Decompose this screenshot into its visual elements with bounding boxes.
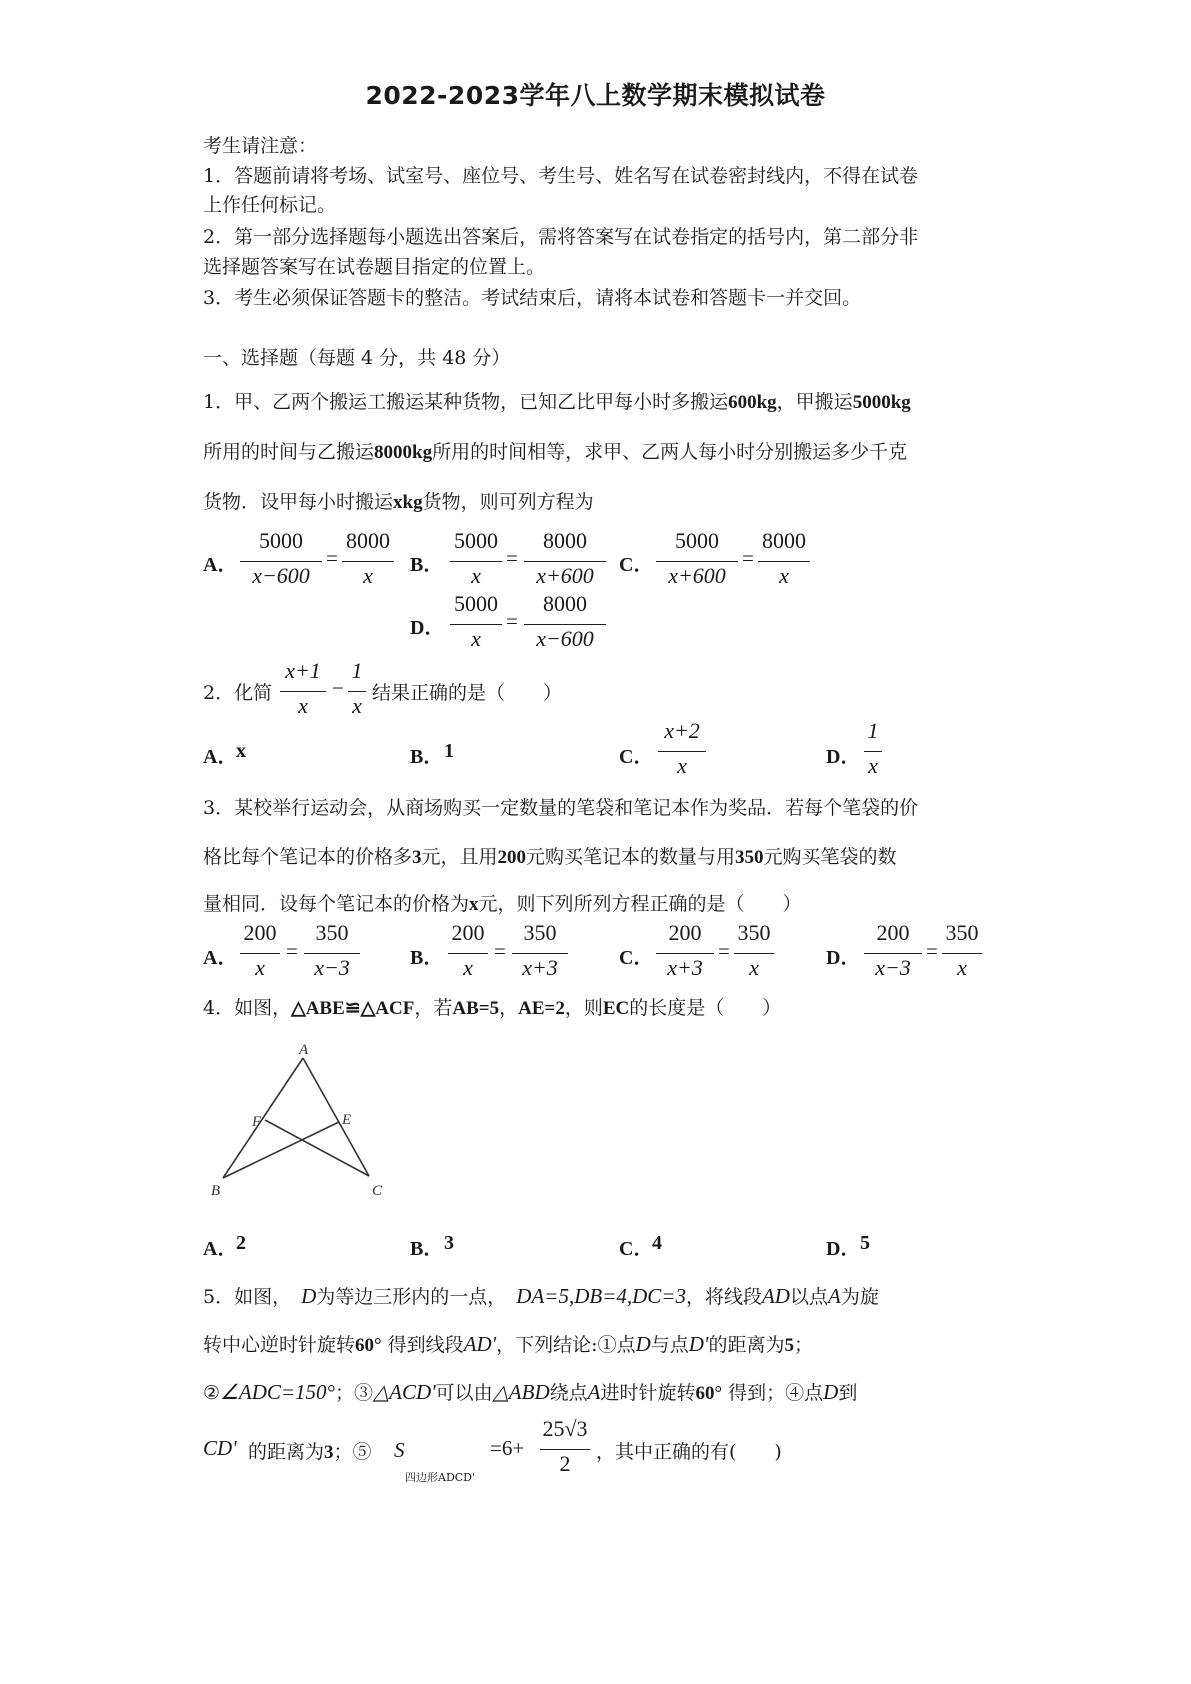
q5-math: ∠ADC=150° bbox=[220, 1380, 335, 1404]
equals-sign: = bbox=[926, 939, 938, 963]
q4-stem bbox=[203, 993, 781, 1020]
q4-text: 4．如图， bbox=[203, 997, 292, 1019]
q4-ab: AB=5 bbox=[452, 998, 500, 1019]
q3-line-1: 3．某校举行运动会，从商场购买一定数量的笔袋和笔记本作为奖品．若每个笔袋的价 bbox=[203, 797, 919, 819]
denominator: x+600 bbox=[536, 563, 594, 588]
numerator: 200 bbox=[243, 920, 277, 945]
q5-text: ，将线段 bbox=[685, 1286, 762, 1308]
q5-text: 的距离为 bbox=[248, 1441, 325, 1463]
option-value: 3 bbox=[444, 1232, 454, 1254]
option-label: B． bbox=[410, 1238, 444, 1260]
denominator: x+3 bbox=[667, 955, 703, 980]
denominator: x bbox=[255, 955, 265, 980]
q5-area-subscript: 四边形ADCD' bbox=[405, 1471, 476, 1484]
notice-line-5: 3．考生必须保证答题卡的整洁。考试结束后，请将本试卷和答题卡一并交回。 bbox=[203, 287, 862, 309]
label-b: B bbox=[211, 1183, 221, 1199]
q4-text: ，则 bbox=[564, 997, 603, 1019]
denominator: x bbox=[298, 693, 308, 718]
option-label: A． bbox=[203, 746, 238, 768]
equals-sign: = bbox=[506, 546, 518, 570]
q1-text: ，甲搬运 bbox=[776, 391, 853, 413]
q5-math: AD' bbox=[463, 1332, 497, 1356]
q1-line-3 bbox=[203, 487, 594, 514]
q4-text: ，若 bbox=[414, 997, 453, 1019]
minus-sign: − bbox=[332, 676, 344, 700]
option-label: B． bbox=[410, 947, 444, 969]
q3-text: 元，且用 bbox=[421, 846, 498, 868]
q5-text-group bbox=[248, 1437, 372, 1464]
numerator: 5000 bbox=[454, 528, 498, 553]
numerator: 8000 bbox=[543, 528, 587, 553]
equals-sign: = bbox=[742, 546, 754, 570]
q5-text: ；⑤ bbox=[333, 1441, 372, 1463]
option-value: 1 bbox=[444, 740, 454, 762]
denominator: x bbox=[677, 753, 687, 778]
q5-text: ；③ bbox=[334, 1382, 373, 1404]
option-label: D． bbox=[410, 617, 445, 639]
q5-equals: =6+ bbox=[490, 1436, 525, 1460]
section-heading: 一、选择题（每题 4 分，共 48 分） bbox=[203, 347, 511, 369]
option-label: C． bbox=[619, 746, 654, 768]
notice-line-4: 选择题答案写在试卷题目指定的位置上。 bbox=[203, 256, 546, 278]
q4-ae: AE=2 bbox=[518, 998, 565, 1019]
q5-math: D bbox=[635, 1332, 651, 1356]
denominator: x−3 bbox=[314, 955, 350, 980]
q1-text: 货物．设甲每小时搬运 bbox=[203, 491, 394, 513]
notice-line-3: 2．第一部分选择题每小题选出答案后，需将答案写在试卷指定的括号内，第二部分非 bbox=[203, 226, 919, 248]
q5-math: D' bbox=[688, 1332, 709, 1356]
q4-text: ， bbox=[499, 997, 519, 1019]
q5-text: 以点 bbox=[789, 1286, 828, 1308]
option-value: x bbox=[236, 740, 246, 762]
q3-text: 元购买笔记本的数量与用 bbox=[526, 846, 736, 868]
q1-text: 所用的时间与乙搬运 bbox=[203, 441, 375, 463]
denominator: x−3 bbox=[875, 955, 911, 980]
q1-8000: 8000kg bbox=[374, 442, 433, 463]
q3-x: x bbox=[469, 894, 479, 915]
q5-text: ，其中正确的有( ) bbox=[596, 1441, 782, 1463]
option-label: D． bbox=[826, 746, 861, 768]
q1-text: 货物，则可列方程为 bbox=[422, 491, 594, 513]
q2-suffix: 结果正确的是（ ） bbox=[372, 682, 563, 704]
triangle-figure bbox=[205, 1040, 395, 1200]
option-label: D． bbox=[826, 1238, 861, 1260]
numerator: 200 bbox=[451, 920, 485, 945]
q5-area-symbol: S bbox=[394, 1438, 405, 1462]
q3-text: 元购买笔袋的数 bbox=[763, 846, 897, 868]
numerator: 8000 bbox=[346, 528, 390, 553]
q5-text: 得到线段 bbox=[387, 1334, 464, 1356]
q1-line-2 bbox=[203, 437, 907, 464]
q5-60: 60° bbox=[355, 1335, 382, 1356]
q3-text: 格比每个笔记本的价格多 bbox=[203, 846, 413, 868]
option-value: 2 bbox=[236, 1232, 246, 1254]
numerator: 25√3 bbox=[542, 1416, 588, 1441]
numerator: 350 bbox=[945, 920, 979, 945]
q1-line-1 bbox=[203, 387, 911, 414]
q1-text: 所用的时间相等，求甲、乙两人每小时分别搬运多少千克 bbox=[432, 441, 908, 463]
q4-ec: EC bbox=[602, 998, 630, 1019]
denominator: x−600 bbox=[252, 563, 310, 588]
q5-line-1 bbox=[203, 1282, 879, 1309]
numerator: 8000 bbox=[762, 528, 806, 553]
numerator: 8000 bbox=[543, 591, 587, 616]
equals-sign: = bbox=[286, 939, 298, 963]
q1-text: 1．甲、乙两个搬运工搬运某种货物，已知乙比甲每小时多搬运 bbox=[203, 391, 729, 413]
option-label: C． bbox=[619, 947, 654, 969]
label-e: E bbox=[342, 1112, 352, 1128]
numerator: 350 bbox=[315, 920, 349, 945]
q5-text: 的距离为 bbox=[708, 1334, 785, 1356]
notice-line-2: 上作任何标记。 bbox=[203, 194, 337, 216]
denominator: x+600 bbox=[668, 563, 726, 588]
option-label: A． bbox=[203, 1238, 238, 1260]
q5-text: ，下列结论:①点 bbox=[496, 1334, 636, 1356]
q5-math: △ACD' bbox=[372, 1380, 436, 1404]
option-label: B． bbox=[410, 746, 444, 768]
numerator: 5000 bbox=[259, 528, 303, 553]
numerator: 5000 bbox=[675, 528, 719, 553]
q5-line-3 bbox=[203, 1378, 857, 1405]
q5-math: A bbox=[827, 1284, 841, 1308]
q5-math: CD' bbox=[203, 1436, 237, 1460]
q5-5: 5 bbox=[784, 1335, 794, 1356]
numerator: 350 bbox=[523, 920, 557, 945]
denominator: x bbox=[749, 955, 759, 980]
option-value: 4 bbox=[652, 1232, 662, 1254]
numerator: x+1 bbox=[285, 658, 321, 683]
option-label: D． bbox=[826, 947, 861, 969]
label-c: C bbox=[372, 1183, 383, 1199]
notice-heading: 考生请注意： bbox=[203, 135, 318, 157]
q5-line-2 bbox=[203, 1330, 813, 1357]
q5-60: 60° bbox=[695, 1383, 723, 1404]
equals-sign: = bbox=[506, 609, 518, 633]
q4-congruence: △ABE≌△ACF bbox=[291, 998, 415, 1019]
q5-cond-text: DA=5,DB=4,DC=3 bbox=[516, 1284, 686, 1308]
numerator: 200 bbox=[876, 920, 910, 945]
q5-condition bbox=[516, 1284, 686, 1308]
denominator: x bbox=[957, 955, 967, 980]
denominator: 2 bbox=[559, 1451, 571, 1476]
equals-sign: = bbox=[326, 546, 338, 570]
q5-text: 得到；④点 bbox=[728, 1382, 824, 1404]
option-label: A． bbox=[203, 554, 238, 576]
q5-text: 与点 bbox=[650, 1334, 689, 1356]
equals-sign: = bbox=[494, 939, 506, 963]
q4-text: 的长度是（ ） bbox=[629, 997, 782, 1019]
numerator: 1 bbox=[351, 658, 363, 683]
numerator: 350 bbox=[737, 920, 771, 945]
segment-ab bbox=[223, 1058, 303, 1178]
q5-math: D bbox=[823, 1380, 839, 1404]
option-label: C． bbox=[619, 1238, 654, 1260]
label-a: A bbox=[299, 1042, 309, 1058]
numerator: 5000 bbox=[454, 591, 498, 616]
denominator: x bbox=[779, 563, 789, 588]
q5-text: 可以由 bbox=[435, 1382, 493, 1404]
q5-text: 绕点 bbox=[549, 1382, 588, 1404]
q5-math: AD bbox=[761, 1284, 790, 1308]
denominator: x+3 bbox=[522, 955, 558, 980]
q5-math: D bbox=[301, 1284, 317, 1308]
q3-text: 量相同．设每个笔记本的价格为 bbox=[203, 893, 470, 915]
exam-title: 2022-2023学年八上数学期末模拟试卷 bbox=[365, 81, 826, 110]
q1-5000: 5000kg bbox=[852, 392, 911, 413]
q5-text: 5．如图， bbox=[203, 1286, 292, 1308]
q5-text: 为等边三形内的一点， bbox=[316, 1286, 507, 1308]
q3-line-2 bbox=[203, 842, 897, 869]
denominator: x bbox=[352, 693, 362, 718]
label-f: F bbox=[252, 1114, 262, 1130]
numerator: x+2 bbox=[664, 718, 700, 743]
notice-line-1: 1．答题前请将考场、试室号、座位号、考生号、姓名写在试卷密封线内，不得在试卷 bbox=[203, 165, 919, 187]
q3-text: 元，则下列所列方程正确的是（ ） bbox=[478, 893, 802, 915]
q5-text: ② bbox=[203, 1382, 221, 1404]
option-label: A． bbox=[203, 947, 238, 969]
q5-text: ； bbox=[793, 1334, 813, 1356]
q3-200: 200 bbox=[497, 847, 527, 868]
denominator: x bbox=[463, 955, 473, 980]
q5-text: 到 bbox=[838, 1382, 858, 1404]
q5-text: 转中心逆时针旋转 bbox=[203, 1334, 356, 1356]
q3-350: 350 bbox=[735, 847, 764, 868]
denominator: x bbox=[471, 563, 481, 588]
option-label: B． bbox=[410, 554, 444, 576]
option-value: 5 bbox=[860, 1232, 870, 1254]
q5-math: A bbox=[587, 1380, 601, 1404]
q1-x: xkg bbox=[393, 492, 423, 513]
numerator: 200 bbox=[668, 920, 702, 945]
denominator: x−600 bbox=[536, 626, 594, 651]
q5-text: 为旋 bbox=[840, 1286, 879, 1308]
denominator: x bbox=[471, 626, 481, 651]
q5-text: 进时针旋转 bbox=[600, 1382, 696, 1404]
denominator: x bbox=[363, 563, 373, 588]
option-label: C． bbox=[619, 554, 654, 576]
q1-600: 600kg bbox=[728, 392, 777, 413]
q3-line-3 bbox=[203, 889, 802, 916]
q5-3: 3 bbox=[324, 1442, 334, 1463]
equals-sign: = bbox=[718, 939, 730, 963]
numerator: 1 bbox=[867, 718, 879, 743]
q5-math: △ABD bbox=[492, 1380, 550, 1404]
q3-3: 3 bbox=[412, 847, 422, 868]
denominator: x bbox=[868, 753, 878, 778]
q2-prefix: 2．化简 bbox=[203, 682, 273, 704]
